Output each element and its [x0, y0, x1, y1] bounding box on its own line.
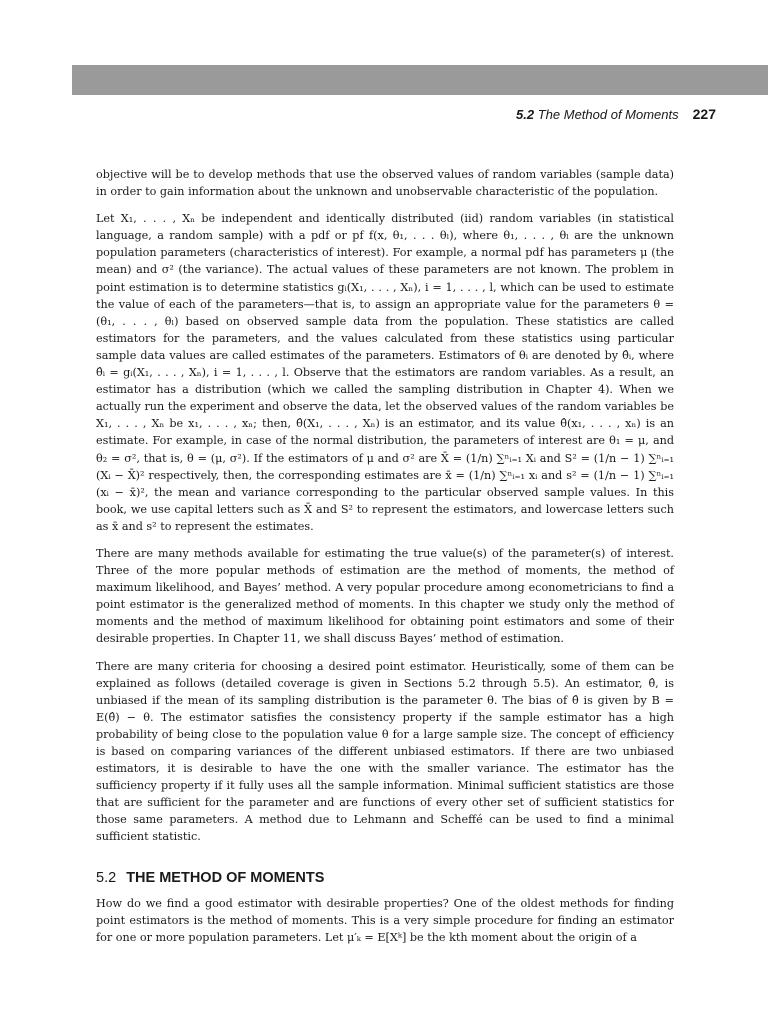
- running-head: [516, 106, 716, 122]
- section-heading: [96, 870, 674, 887]
- paragraph-4: There are many criteria for choosing a desired point estimator. Heuristically, some of them can be explained as follows (detailed coverage is given in Sections 5.2 through 5.5). An estimator, θ̂, is unbiased if the mean of its sampling distribution is the parameter θ. The bias of θ̂ is given by B = E(θ̂) − θ. The estimator satisfies the consistency property if the sample estimator has a high probability of being close to the population value θ for a large sample size. The concept of efficiency is based on comparing variances of the different unbiased estimators. If there are two unbiased estimators, it is desirable to have the one with the smaller variance. The estimator has the sufficiency property if it fully uses all the sample information. Minimal sufficient statistics are those that are sufficient for the parameter and are functions of every other set of sufficient statistics for those same parameters. A method due to Lehmann and Scheffé can be used to find a minimal sufficient statistic.: [96, 659, 674, 844]
- paragraph-2: Let X₁, . . . , Xₙ be independent and identically distributed (iid) random variables (in statistical language, a random sample) with a pdf or pf f(x, θ₁, . . . θₗ), where θ₁, . . . , θₗ are the unknown population parameters (characteristics of interest). For example, a normal pdf has parameters μ (the mean) and σ² (the variance). The actual values of these parameters are not known. The problem in point estimation is to determine statistics gᵢ(X₁, . . . , Xₙ), i = 1, . . . , l, which can be used to estimate the value of each of the parameters—that is, to assign an appropriate value for the parameters θ = (θ₁, . . . , θₗ) based on observed sample data from the population. These statistics are called estimators for the parameters, and the values calculated from these statistics using particular sample data values are called estimates of the parameters. Estimators of θᵢ are denoted by θ̂ᵢ, where θ̂ᵢ = gᵢ(X₁, . . . , Xₙ), i = 1, . . . , l. Observe that the estimators are random variables. As a result, an estimator has a distribution (which we called the sampling distribution in Chapter 4). When we actually run the experiment and observe the data, let the observed values of the random variables be X₁, . . . , Xₙ be x₁, . . . , xₙ; then, θ̂(X₁, . . . , Xₙ) is an estimator, and its value θ̂(x₁, . . . , xₙ) is an estimate. For example, in case of the normal distribution, the parameters of interest are θ₁ = μ, and θ₂ = σ², that is, θ = (μ, σ²). If the estimators of μ and σ² are X̄ = (1/n) ∑ⁿᵢ₌₁ Xᵢ and S² = (1/n − 1) ∑ⁿᵢ₌₁ (Xᵢ − X̄)² respectively, then, the corresponding estimates are x̄ = (1/n) ∑ⁿᵢ₌₁ xᵢ and s² = (1/n − 1) ∑ⁿᵢ₌₁ (xᵢ − x̄)², the mean and variance corresponding to the particular observed sample values. In this book, we use capital letters such as X̄ and S² to represent the estimators, and lowercase letters such as x̄ and s² to represent the estimates.: [96, 212, 674, 533]
- section-heading-title: THE METHOD OF MOMENTS: [126, 869, 325, 886]
- header-bar: [72, 65, 768, 95]
- section-heading-number: 5.2: [96, 869, 117, 886]
- paragraph-5: How do we find a good estimator with desirable properties? One of the oldest methods for finding point estimators is the method of moments. This is a very simple procedure for finding an estimator for one or more population parameters. Let μ′ₖ = E[Xᵏ] be the kth moment about the origin of a: [96, 896, 674, 944]
- paragraph-3: There are many methods available for estimating the true value(s) of the parameter(s) of interest. Three of the more popular methods of estimation are the method of moments, the method of maximum likelihood, and Bayes’ method. A very popular procedure among econometricians to find a point estimator is the generalized method of moments. In this chapter we study only the method of moments and the method of maximum likelihood for obtaining point estimators and some of their desirable properties. In Chapter 11, we shall discuss Bayes’ method of estimation.: [96, 546, 674, 646]
- paragraph-1: objective will be to develop methods that use the observed values of random variables (sample data) in order to gain information about the unknown and unobservable characteristic of the population.: [96, 168, 674, 199]
- running-head-section: 5.2 The Method of Moments: [516, 107, 679, 122]
- page-body: [96, 166, 674, 956]
- page-number: 227: [692, 106, 716, 122]
